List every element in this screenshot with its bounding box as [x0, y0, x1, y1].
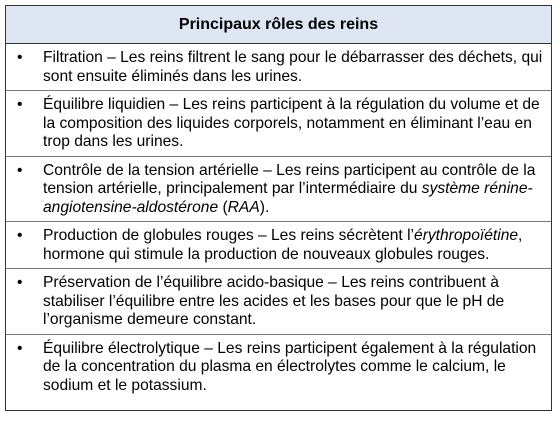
bullet-icon: • — [17, 227, 23, 244]
text-segment: ( — [218, 198, 228, 216]
list-item-text — [43, 162, 545, 218]
bullet-icon: • — [17, 161, 23, 179]
list-item — [6, 157, 551, 223]
roles-table — [5, 5, 552, 411]
text-segment: Équilibre liquidien – Les reins participent à la régulation du volume et de la composition des liquides corporels, notamment en éliminant l’eau en trop dans les urines. — [43, 96, 540, 150]
list-item — [6, 44, 551, 91]
list-item — [6, 269, 551, 335]
list-item-text — [43, 227, 545, 264]
text-segment: ). — [259, 198, 270, 216]
list-item-text — [43, 96, 545, 152]
list-item-text — [43, 340, 545, 396]
text-segment: , hormone qui stimule la production de nouveaux globules rouges. — [43, 227, 523, 263]
bullet-icon: • — [17, 96, 23, 113]
text-segment: Filtration – Les reins filtrent le sang pour le débarrasser des déchets, qui sont ensuite éliminés dans les urines. — [43, 49, 543, 85]
text-segment: Préservation de l’équilibre acido-basique – Les reins contribuent à stabiliser l’équilibre entre les acides et les bases pour que le pH de l’organisme demeure constant. — [43, 274, 505, 328]
text-segment: Production de globules rouges – Les reins sécrètent l’ — [43, 227, 415, 244]
roles-list — [6, 44, 551, 399]
table-title: Principaux rôles des reins — [6, 6, 551, 44]
bullet-icon: • — [17, 339, 23, 357]
italic-term: RAA — [227, 198, 260, 216]
list-item — [6, 335, 551, 400]
text-segment: Équilibre électrolytique – Les reins participent également à la régulation de la concentration du plasma en électrolytes comme le calcium, le sodium et le potassium. — [43, 339, 537, 394]
bullet-icon: • — [17, 274, 23, 291]
italic-term: système rénine-angiotensine-aldostérone — [43, 180, 533, 216]
list-item — [6, 222, 551, 269]
list-item — [6, 91, 551, 157]
list-item-text — [43, 274, 545, 330]
list-item-text — [43, 49, 545, 86]
bullet-icon: • — [17, 49, 23, 66]
italic-term: érythropoïétine — [414, 227, 519, 244]
text-segment: Contrôle de la tension artérielle – Les reins participent au contrôle de la tension artérielle, principalement par l’intermédiaire du — [43, 161, 536, 197]
